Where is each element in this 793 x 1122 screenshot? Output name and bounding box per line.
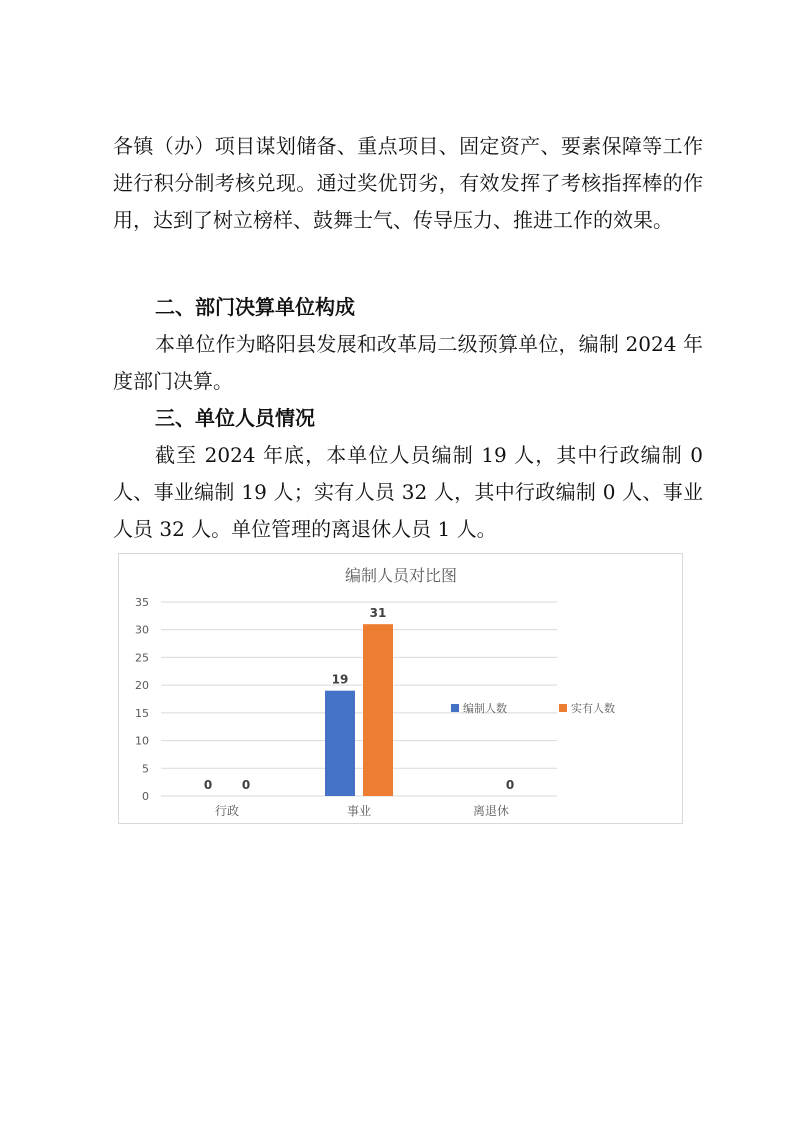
paragraph-unit-composition: 本单位作为略阳县发展和改革局二级预算单位，编制 2024 年度部门决算。 bbox=[113, 332, 703, 393]
paragraph-staff-info: 截至 2024 年底，本单位人员编制 19 人，其中行政编制 0 人、事业编制 19 人；实有人员 32 人，其中行政编制 0 人、事业人员 32 人。单位管理的离退休人员 1 人。 bbox=[113, 443, 703, 541]
y-tick-label: 35 bbox=[135, 596, 149, 609]
y-tick-label: 5 bbox=[142, 762, 149, 776]
data-label: 0 bbox=[505, 778, 515, 792]
y-tick-label: 20 bbox=[135, 679, 149, 693]
chart-data-labels bbox=[204, 606, 514, 792]
x-tick-label: 离退休 bbox=[472, 804, 510, 818]
data-label: 31 bbox=[369, 606, 387, 621]
legend-swatch bbox=[559, 704, 567, 712]
legend-label: 编制人数 bbox=[463, 702, 507, 715]
chart-canvas bbox=[119, 554, 682, 823]
legend-label: 实有人数 bbox=[571, 702, 615, 715]
y-tick-label: 15 bbox=[135, 706, 149, 720]
bar bbox=[325, 691, 355, 796]
data-label: 0 bbox=[241, 778, 251, 792]
chart-bars bbox=[325, 624, 393, 796]
y-tick-label: 10 bbox=[135, 734, 149, 748]
section-heading-3: 三、单位人员情况 bbox=[155, 406, 315, 430]
paragraph-continued: 各镇（办）项目谋划储备、重点项目、固定资产、要素保障等工作进行积分制考核兑现。通过奖优罚劣，有效发挥了考核指挥棒的作用，达到了树立榜样、鼓舞士气、传导压力、推进工作的效果。 bbox=[113, 134, 703, 232]
y-tick-label: 30 bbox=[135, 623, 149, 637]
y-axis-ticks bbox=[135, 596, 149, 803]
data-label: 19 bbox=[331, 672, 349, 687]
y-tick-label: 0 bbox=[142, 790, 149, 803]
chart-title: 编制人员对比图 bbox=[344, 566, 458, 585]
x-tick-label: 事业 bbox=[346, 804, 372, 818]
x-tick-label: 行政 bbox=[214, 804, 240, 818]
legend-swatch bbox=[451, 704, 459, 712]
data-label: 0 bbox=[203, 778, 213, 792]
section-heading-2: 二、部门决算单位构成 bbox=[155, 295, 355, 319]
x-axis-ticks bbox=[215, 803, 509, 818]
staff-comparison-chart bbox=[118, 553, 683, 824]
bar bbox=[363, 624, 393, 796]
chart-gridlines bbox=[161, 602, 557, 796]
y-tick-label: 25 bbox=[135, 651, 149, 665]
